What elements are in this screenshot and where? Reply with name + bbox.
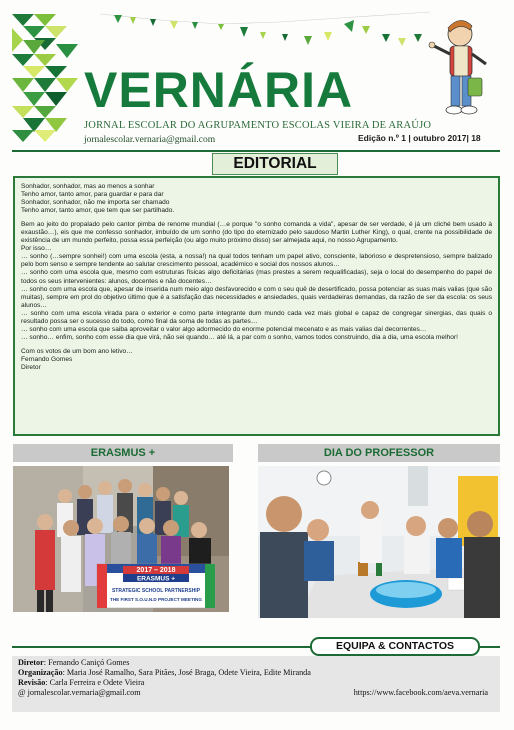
poem-line: Tenho amor, tanto amor, para guardar e para dar [21,191,164,199]
closing-line: Com os votos de um bom ano letivo… [21,347,133,355]
erasmus-photo-scene [13,466,229,612]
decorative-bunting [100,10,430,50]
organization-row [18,668,494,678]
links-row [18,688,494,698]
teachers-day-photo-scene [258,466,500,618]
poem-line: Sonhador, sonhador, mas ao menos a sonhar [21,183,155,190]
editorial-paragraph: … sonho com uma escola que, apesar de inserida num meio algo desfavorecido e com o seu quê de desertificado, possa potenciar as suas mais valias (que são muitas), sempre em prol do objetivo último que é a satisfação das necessidades e ansiedades, quais verdadeiras demandas, da razão de ser da escola: os seus alunos… [21,285,492,309]
header-divider [12,150,500,152]
review-value: : Carla Ferreira e Odete Vieira [45,678,145,687]
editorial-paragraph: … sonho (…sempre sonhei!) com uma escola (esta, a nossa!) na qual todos tenham um papel ativo, consciente, laborioso e despretensioso, sempre balizado pelo bom senso e sempre tendente ao salutar crescimento pessoal, académico e social dos nossos alunos… [21,253,492,269]
erasmus-section-title: ERASMUS + [13,444,233,462]
mascot-illustration [424,16,494,128]
poem-line: Sonhador, sonhador, não me importa ser chamado [21,199,170,207]
editorial-paragraph: … sonho com uma escola virada para o exterior e como parte integrante dum mundo cada vez mais global e capaz de congregar sinergias, das quais o resultado possa ser o sucesso do todo, como final da soma de todas as partes… [21,309,492,325]
closing-role: Diretor [21,363,41,371]
editorial-paragraph: … sonho com uma escola que, mesmo com estruturas físicas algo deficitárias (mas prestes a serem requalificadas), seja o local do desempenho do papel de todos os seus intervenientes: alunos, docentes e não docentes… [21,269,492,285]
director-row [18,658,494,668]
review-label: Revisão [18,678,46,687]
organization-label: Organização [18,668,63,677]
facebook-link[interactable]: https://www.facebook.com/aeva.vernaria [353,688,488,697]
director-label: Diretor [18,658,44,667]
banner-line-1: STRATEGIC SCHOOL PARTNERSHIP [111,588,201,594]
teachers-day-photo [258,466,500,618]
header-email: jornalescolar.vernaria@gmail.com [84,135,216,145]
contact-email-link[interactable]: @ jornalescolar.vernaria@gmail.com [18,688,141,697]
director-value: : Fernando Caniçó Gomes [43,658,130,667]
newspaper-subtitle: JORNAL ESCOLAR DO AGRUPAMENTO ESCOLAS VIEIRA DE ARAÚJO [84,120,432,131]
contacts-box [12,656,500,712]
banner-years: 2017 – 2018 [136,567,176,574]
organization-value: : Maria José Ramalho, Sara Pitães, José Braga, Odete Vieira, Edite Miranda [62,668,311,677]
school-logo [12,14,78,142]
banner-label: ERASMUS + [136,575,176,583]
edition-info: Edição n.º 1 | outubro 2017| 18 [358,133,481,143]
banner-line-2: THE FIRST S.O.U.N.D PROJECT MEETING [110,597,202,602]
erasmus-group-photo [13,466,229,612]
newspaper-title: VERNÁRIA [84,62,354,118]
closing-author: Fernando Gomes [21,355,73,363]
editorial-paragraph: Bem ao jeito do propalado pelo cantor pimba de renome mundial (…e porque "o sonho comanda a vida", apesar de ser verdade, é já um cliché bem usado à exaustão…), eis que me confesso sonhador, imbuído de um sonho (do tipo do eternizado pelo saudoso Martin Luther King), o qual, crente na possibilidade de existência de um mundo perfeito, possa essa perfeição (ou algo muito próximo disso) ser almejada aqui, no nosso Agrupamento. [21,221,492,245]
editorial-paragraph: Por isso… [21,245,52,253]
poem-line: Tenho amor, tanto amor, que tem que ser partilhado. [21,207,175,215]
editorial-paragraph: … sonho… enfim, sonho com esse dia que virá, não sei quando… até lá, a par com o sonho, vamos todos construindo, dia a dia, uma escola melhor! [21,333,458,341]
review-row [18,678,494,688]
teachers-day-section-title: DIA DO PROFESSOR [258,444,500,462]
editorial-heading: EDITORIAL [212,153,338,175]
editorial-paragraph: … sonho com uma escola que saiba aproveitar o valor algo adormecido do enorme potencial mecenato e as mais valias daí decorrentes… [21,325,427,333]
contacts-heading: EQUIPA & CONTACTOS [310,637,480,656]
editorial-body [13,176,500,436]
